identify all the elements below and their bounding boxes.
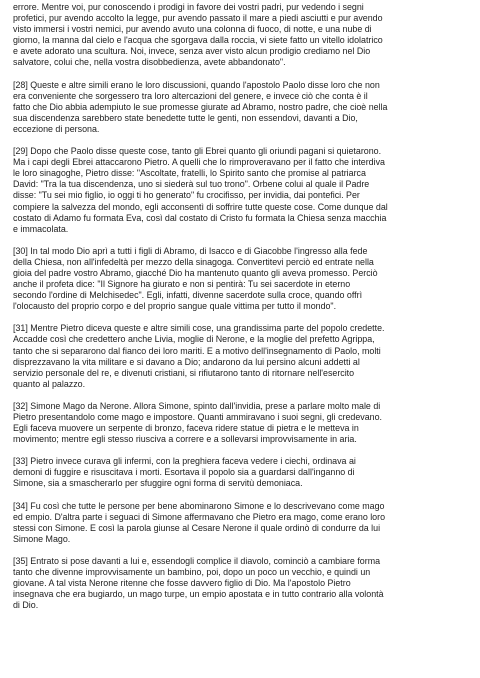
paragraph-28: [28] Queste e altre simili erano le loro discussioni, quando l'apostolo Paolo disse loro che non era conveniente che sorgessero tra loro altercazioni del genere, e invece ciò che conta è il fatto che Dio abbia adempiuto le sue promesse giurate ad Abramo, nostro padre, che cioè nella sua discendenza sarebbero state benedette tutte le genti, non essendovi, davanti a Dio, eccezione di persona. <box>13 79 388 134</box>
paragraph-continuation: errore. Mentre voi, pur conoscendo i prodigi in favore dei vostri padri, pur vedendo i segni profetici, pur avendo accolto la legge, pur avendo passato il mare a piedi asciutti e pur avendo visto immersi i vostri nemici, pur avendo avuto una colonna di fuoco, di notte, e una nube di giorno, la manna dal cielo e l'acqua che sgorgava dalla roccia, vi siete fatto un vitello idolatrico e avete adorato una scultura. Noi, invece, senza aver visto alcun prodigio crediamo nel Dio salvatore, colui che, nella vostra disobbedienza, avete abbandonato". <box>13 2 383 68</box>
paragraph-29: [29] Dopo che Paolo disse queste cose, tanto gli Ebrei quanto gli oriundi pagani si quietarono. Ma i capi degli Ebrei attaccarono Pietro. A quelli che lo rimproveravano per il fatto che interdiva le loro sinagoghe, Pietro disse: "Ascoltate, fratelli, lo Spirito santo che promise al patriarca David: "Tra la tua discendenza, uno si siederà sul tuo trono". Orbene colui al quale il Padre disse: "Tu sei mio figlio, io oggi ti ho generato" fu crocifisso, per invidia, dai pontefici. Per compiere la salvezza del mondo, egli acconsentì di soffrire tutte queste cose. Come dunque dal costato di Adamo fu formata Eva, così dal costato di Cristo fu formata la Chiesa senza macchia e immacolata. <box>13 146 388 234</box>
paragraph-32: [32] Simone Mago da Nerone. Allora Simone, spinto dall'invidia, prese a parlare molto male di Pietro presentandolo come mago e impostore. Quanti ammiravano i suoi segni, gli credevano. Egli faceva muovere un serpente di bronzo, faceva ridere statue di pietra e le metteva in movimento; mentre egli stesso riusciva a correre e a sollevarsi improvvisamente in aria. <box>13 400 383 445</box>
paragraph-30: [30] In tal modo Dio aprì a tutti i figli di Abramo, di Isacco e di Giacobbe l'ingresso alla fede della Chiesa, non all'infedeltà per mezzo della sinagoga. Convertitevi perciò ed entrate nella gioia del padre vostro Abramo, giacché Dio ha mantenuto quanto gli aveva promesso. Perciò anche il profeta dice: "Il Signore ha giurato e non si pentirà: Tu sei sacerdote in eterno secondo l'ordine di Melchisedec". Egli, infatti, divenne sacerdote sulla croce, quando offrì l'olocausto del proprio corpo e del proprio sangue quale vittima per tutto il mondo". <box>13 245 378 312</box>
paragraph-34: [34] Fu così che tutte le persone per bene abominarono Simone e lo descrivevano come mago ed empio. D'altra parte i seguaci di Simone affermavano che Pietro era mago, come erano loro stessi con Simone. E così la parola giunse al Cesare Nerone il quale ordinò di condurre da lui Simone Mago. <box>13 500 386 544</box>
paragraph-33: [33] Pietro invece curava gli infermi, con la preghiera faceva vedere i ciechi, ordinava ai demoni di fuggire e risuscitava i morti. Esortava il popolo sia a guardarsi dall'inganno di Simone, sia a smascherarlo per sfuggire ogni forma di servitù demoniaca. <box>13 456 356 489</box>
paragraph-35: [35] Entrato si pose davanti a lui e, essendogli complice il diavolo, cominciò a cambiare forma tanto che divenne improvvisamente un bambino, poi, dopo un poco un vecchio, e quindi un giovane. A tal vista Nerone ritenne che fosse davvero figlio di Dio. Ma l'apostolo Pietro insegnava che era bugiardo, un mago turpe, un empio apostata e in tutto contrario alla volontà di Dio. <box>13 555 384 611</box>
paragraph-31: [31] Mentre Pietro diceva queste e altre simili cose, una grandissima parte del popolo credette. Accadde così che credettero anche Livia, moglie di Nerone, e la moglie del prefetto Agrippa, tanto che si separarono dal fianco dei loro mariti. E a motivo dell'insegnamento di Paolo, molti disprezzavano la vita militare e si davano a Dio; andarono da lui persino alcuni addetti al servizio personale del re, e divenuti cristiani, si rifiutarono tanto di ritornare nell'esercito quanto al palazzo. <box>13 323 385 389</box>
